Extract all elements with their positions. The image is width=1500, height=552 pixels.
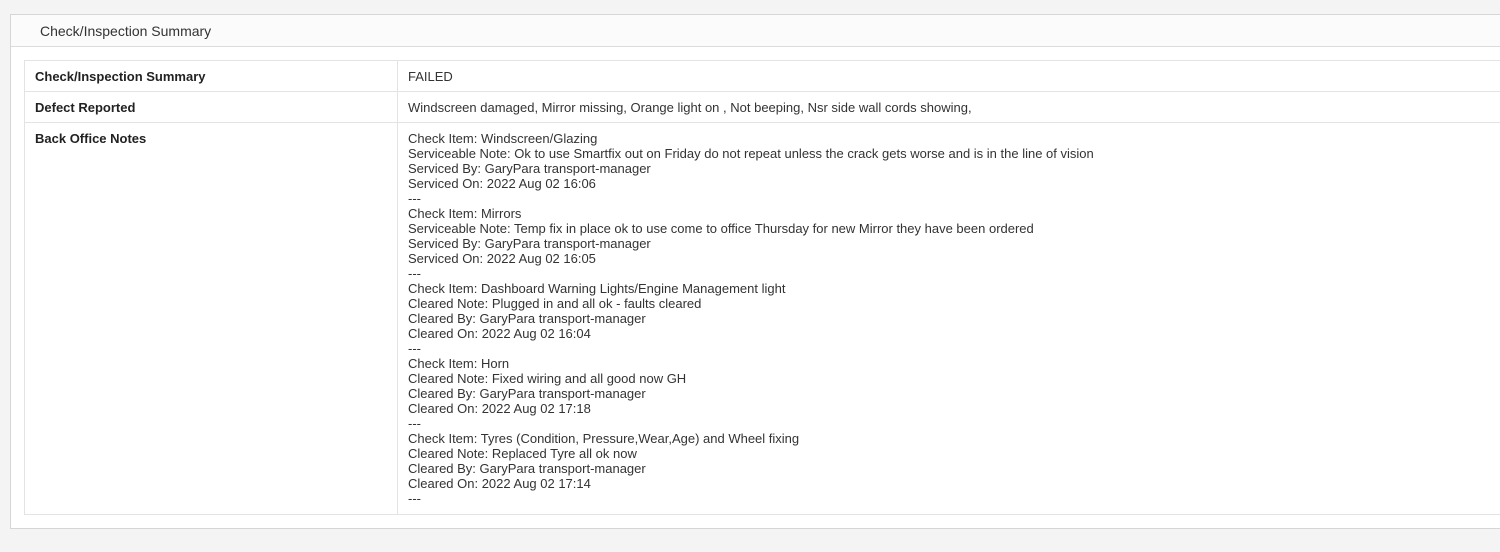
table-row-back-office-notes (25, 123, 1500, 515)
notes-line: Serviceable Note: Temp fix in place ok to use come to office Thursday for new Mirror they have been ordered (408, 221, 1034, 236)
notes-line: Cleared Note: Fixed wiring and all good now GH (408, 371, 687, 386)
notes-line: Serviced On: 2022 Aug 02 16:05 (408, 251, 596, 266)
notes-separator: --- (408, 341, 421, 356)
notes-line: Cleared On: 2022 Aug 02 17:14 (408, 476, 591, 491)
notes-line: Cleared By: GaryPara transport-manager (408, 461, 646, 476)
notes-separator: --- (408, 266, 421, 281)
notes-line: Cleared By: GaryPara transport-manager (408, 386, 646, 401)
notes-line: Serviceable Note: Ok to use Smartfix out on Friday do not repeat unless the crack gets worse and is in the line of vision (408, 146, 1094, 161)
inspection-summary-panel (10, 14, 1500, 529)
notes-separator: --- (408, 491, 421, 506)
notes-line: Cleared Note: Plugged in and all ok - faults cleared (408, 296, 702, 311)
row-label-back-office-notes: Back Office Notes (25, 123, 398, 515)
panel-title: Check/Inspection Summary (11, 15, 1500, 47)
notes-line: Cleared On: 2022 Aug 02 16:04 (408, 326, 591, 341)
row-label-summary: Check/Inspection Summary (25, 61, 398, 92)
notes-separator: --- (408, 191, 421, 206)
summary-table-wrapper (24, 60, 1500, 515)
notes-line: Check Item: Windscreen/Glazing (408, 131, 598, 146)
summary-table (24, 60, 1500, 515)
row-value-defect: Windscreen damaged, Mirror missing, Orange light on , Not beeping, Nsr side wall cords showing, (398, 92, 1500, 123)
row-value-summary-status: FAILED (398, 61, 1500, 92)
notes-line: Check Item: Tyres (Condition, Pressure,Wear,Age) and Wheel fixing (408, 431, 800, 446)
notes-line: Serviced On: 2022 Aug 02 16:06 (408, 176, 596, 191)
table-row-summary (25, 61, 1500, 92)
notes-line: Cleared By: GaryPara transport-manager (408, 311, 646, 326)
notes-line: Check Item: Mirrors (408, 206, 522, 221)
notes-line: Check Item: Dashboard Warning Lights/Engine Management light (408, 281, 786, 296)
notes-line: Serviced By: GaryPara transport-manager (408, 161, 651, 176)
notes-line: Cleared On: 2022 Aug 02 17:18 (408, 401, 591, 416)
back-office-notes-content (398, 123, 1500, 515)
notes-line: Cleared Note: Replaced Tyre all ok now (408, 446, 637, 461)
notes-line: Check Item: Horn (408, 356, 510, 371)
row-label-defect: Defect Reported (25, 92, 398, 123)
notes-separator: --- (408, 416, 421, 431)
table-row-defect (25, 92, 1500, 123)
notes-line: Serviced By: GaryPara transport-manager (408, 236, 651, 251)
